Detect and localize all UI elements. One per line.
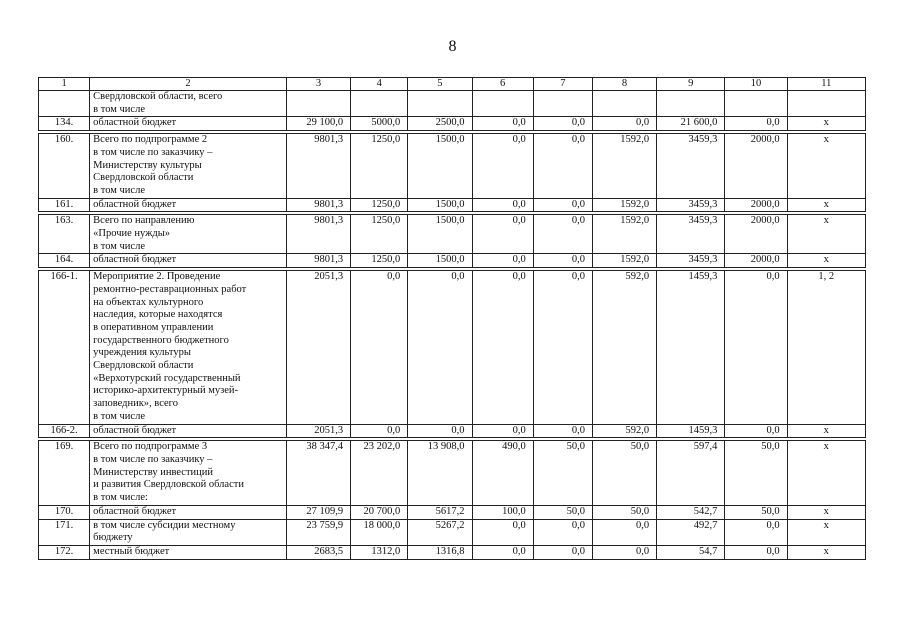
row-number-cell [39, 91, 90, 117]
table-row [39, 505, 866, 519]
table-row [39, 271, 866, 424]
value-cell-col-4: 1250,0 [351, 134, 408, 199]
table-row [39, 424, 866, 438]
row-name-cell: местный бюджет [90, 545, 287, 559]
value-cell-col-8 [592, 91, 656, 117]
value-cell-col-7: 50,0 [533, 441, 592, 506]
table-row [39, 519, 866, 545]
value-cell-col-7 [533, 91, 592, 117]
value-cell-col-10: 2000,0 [725, 198, 787, 212]
row-number-cell: 170. [39, 505, 90, 519]
value-cell-col-10: 2000,0 [725, 215, 787, 254]
column-header-5: 5 [408, 78, 472, 91]
value-cell-col-10: 0,0 [725, 271, 787, 424]
table-row [39, 441, 866, 506]
cell-col-11: 1, 2 [787, 271, 865, 424]
value-cell-col-9: 3459,3 [657, 198, 725, 212]
row-number-cell: 166-1. [39, 271, 90, 424]
cell-col-11: x [787, 254, 865, 268]
value-cell-col-8: 592,0 [592, 424, 656, 438]
value-cell-col-3: 2051,3 [286, 271, 350, 424]
value-cell-col-6: 0,0 [472, 134, 533, 199]
value-cell-col-5 [408, 91, 472, 117]
value-cell-col-3 [286, 91, 350, 117]
value-cell-col-5: 1500,0 [408, 254, 472, 268]
value-cell-col-6 [472, 91, 533, 117]
table-row [39, 198, 866, 212]
page-number: 8 [448, 38, 457, 55]
value-cell-col-9: 21 600,0 [657, 117, 725, 131]
cell-col-11: x [787, 117, 865, 131]
value-cell-col-9: 3459,3 [657, 215, 725, 254]
value-cell-col-9 [657, 91, 725, 117]
row-name-cell: Всего по подпрограмме 2 в том числе по заказчику – Министерству культуры Свердловской области в том числе [90, 134, 287, 199]
value-cell-col-5: 1500,0 [408, 215, 472, 254]
value-cell-col-8: 1592,0 [592, 215, 656, 254]
column-header-9: 9 [657, 78, 725, 91]
value-cell-col-10 [725, 91, 787, 117]
value-cell-col-7: 0,0 [533, 198, 592, 212]
value-cell-col-3: 9801,3 [286, 254, 350, 268]
value-cell-col-6: 490,0 [472, 441, 533, 506]
row-name-cell: областной бюджет [90, 198, 287, 212]
cell-col-11: x [787, 519, 865, 545]
value-cell-col-6: 0,0 [472, 254, 533, 268]
value-cell-col-3: 23 759,9 [286, 519, 350, 545]
value-cell-col-3: 9801,3 [286, 215, 350, 254]
row-name-cell: областной бюджет [90, 254, 287, 268]
value-cell-col-9: 3459,3 [657, 254, 725, 268]
table-row [39, 254, 866, 268]
row-number-cell: 172. [39, 545, 90, 559]
cell-col-11: x [787, 505, 865, 519]
value-cell-col-5: 5267,2 [408, 519, 472, 545]
value-cell-col-5: 0,0 [408, 271, 472, 424]
value-cell-col-10: 0,0 [725, 545, 787, 559]
value-cell-col-4: 23 202,0 [351, 441, 408, 506]
value-cell-col-3: 2051,3 [286, 424, 350, 438]
value-cell-col-4: 1250,0 [351, 198, 408, 212]
table-row [39, 91, 866, 117]
value-cell-col-8: 0,0 [592, 545, 656, 559]
value-cell-col-9: 597,4 [657, 441, 725, 506]
value-cell-col-3: 27 109,9 [286, 505, 350, 519]
value-cell-col-5: 0,0 [408, 424, 472, 438]
column-header-1: 1 [39, 78, 90, 91]
value-cell-col-8: 1592,0 [592, 254, 656, 268]
column-header-10: 10 [725, 78, 787, 91]
row-name-cell: Мероприятие 2. Проведение ремонтно-реставрационных работ на объектах культурного наследия, которые находятся в оперативном управлении государственного бюджетного учреждения культуры Свердловской области «Верхотурский государственный историко-архитектурный музей- заповедник», всего в том числе [90, 271, 287, 424]
column-header-4: 4 [351, 78, 408, 91]
row-name-cell: Свердловской области, всего в том числе [90, 91, 287, 117]
column-header-11: 11 [787, 78, 865, 91]
value-cell-col-6: 0,0 [472, 271, 533, 424]
value-cell-col-6: 0,0 [472, 424, 533, 438]
value-cell-col-3: 9801,3 [286, 134, 350, 199]
value-cell-col-5: 1500,0 [408, 134, 472, 199]
row-number-cell: 163. [39, 215, 90, 254]
value-cell-col-10: 0,0 [725, 117, 787, 131]
value-cell-col-10: 2000,0 [725, 134, 787, 199]
value-cell-col-7: 0,0 [533, 545, 592, 559]
value-cell-col-9: 492,7 [657, 519, 725, 545]
row-number-cell: 171. [39, 519, 90, 545]
cell-col-11: x [787, 545, 865, 559]
value-cell-col-8: 1592,0 [592, 198, 656, 212]
value-cell-col-8: 1592,0 [592, 134, 656, 199]
value-cell-col-8: 50,0 [592, 505, 656, 519]
value-cell-col-6: 0,0 [472, 117, 533, 131]
table-body [39, 78, 866, 560]
value-cell-col-3: 2683,5 [286, 545, 350, 559]
column-header-6: 6 [472, 78, 533, 91]
value-cell-col-10: 50,0 [725, 441, 787, 506]
value-cell-col-8: 0,0 [592, 519, 656, 545]
row-name-cell: Всего по направлению «Прочие нужды» в том числе [90, 215, 287, 254]
table-row [39, 545, 866, 559]
column-header-3: 3 [286, 78, 350, 91]
value-cell-col-4: 1250,0 [351, 254, 408, 268]
value-cell-col-7: 0,0 [533, 519, 592, 545]
value-cell-col-5: 2500,0 [408, 117, 472, 131]
value-cell-col-6: 0,0 [472, 519, 533, 545]
value-cell-col-4: 0,0 [351, 271, 408, 424]
value-cell-col-7: 0,0 [533, 134, 592, 199]
table-row [39, 117, 866, 131]
value-cell-col-9: 1459,3 [657, 271, 725, 424]
column-header-8: 8 [592, 78, 656, 91]
value-cell-col-3: 29 100,0 [286, 117, 350, 131]
value-cell-col-7: 0,0 [533, 215, 592, 254]
value-cell-col-9: 54,7 [657, 545, 725, 559]
value-cell-col-5: 1316,8 [408, 545, 472, 559]
value-cell-col-3: 9801,3 [286, 198, 350, 212]
cell-col-11: x [787, 424, 865, 438]
column-header-7: 7 [533, 78, 592, 91]
row-number-cell: 166-2. [39, 424, 90, 438]
value-cell-col-7: 0,0 [533, 424, 592, 438]
value-cell-col-4: 18 000,0 [351, 519, 408, 545]
cell-col-11: x [787, 215, 865, 254]
value-cell-col-4 [351, 91, 408, 117]
row-name-cell: в том числе субсидии местному бюджету [90, 519, 287, 545]
cell-col-11: x [787, 441, 865, 506]
value-cell-col-5: 1500,0 [408, 198, 472, 212]
value-cell-col-4: 20 700,0 [351, 505, 408, 519]
row-number-cell: 160. [39, 134, 90, 199]
column-header-2: 2 [90, 78, 287, 91]
table-header-row [39, 78, 866, 91]
value-cell-col-5: 13 908,0 [408, 441, 472, 506]
value-cell-col-6: 0,0 [472, 198, 533, 212]
value-cell-col-4: 5000,0 [351, 117, 408, 131]
value-cell-col-4: 1312,0 [351, 545, 408, 559]
row-name-cell: областной бюджет [90, 117, 287, 131]
value-cell-col-6: 100,0 [472, 505, 533, 519]
value-cell-col-9: 542,7 [657, 505, 725, 519]
value-cell-col-10: 0,0 [725, 519, 787, 545]
value-cell-col-9: 1459,3 [657, 424, 725, 438]
value-cell-col-6: 0,0 [472, 215, 533, 254]
value-cell-col-7: 50,0 [533, 505, 592, 519]
row-number-cell: 164. [39, 254, 90, 268]
value-cell-col-5: 5617,2 [408, 505, 472, 519]
value-cell-col-8: 50,0 [592, 441, 656, 506]
value-cell-col-7: 0,0 [533, 271, 592, 424]
cell-col-11: x [787, 134, 865, 199]
value-cell-col-8: 592,0 [592, 271, 656, 424]
row-name-cell: областной бюджет [90, 424, 287, 438]
value-cell-col-6: 0,0 [472, 545, 533, 559]
table-row [39, 134, 866, 199]
value-cell-col-7: 0,0 [533, 254, 592, 268]
cell-col-11 [787, 91, 865, 117]
value-cell-col-8: 0,0 [592, 117, 656, 131]
row-name-cell: Всего по подпрограмме 3 в том числе по заказчику – Министерству инвестиций и развития Свердловской области в том числе: [90, 441, 287, 506]
cell-col-11: x [787, 198, 865, 212]
value-cell-col-3: 38 347,4 [286, 441, 350, 506]
value-cell-col-7: 0,0 [533, 117, 592, 131]
table-row [39, 215, 866, 254]
value-cell-col-10: 50,0 [725, 505, 787, 519]
row-number-cell: 134. [39, 117, 90, 131]
value-cell-col-9: 3459,3 [657, 134, 725, 199]
value-cell-col-10: 0,0 [725, 424, 787, 438]
value-cell-col-4: 1250,0 [351, 215, 408, 254]
value-cell-col-4: 0,0 [351, 424, 408, 438]
row-number-cell: 161. [39, 198, 90, 212]
value-cell-col-10: 2000,0 [725, 254, 787, 268]
row-number-cell: 169. [39, 441, 90, 506]
row-name-cell: областной бюджет [90, 505, 287, 519]
budget-table [38, 77, 866, 560]
